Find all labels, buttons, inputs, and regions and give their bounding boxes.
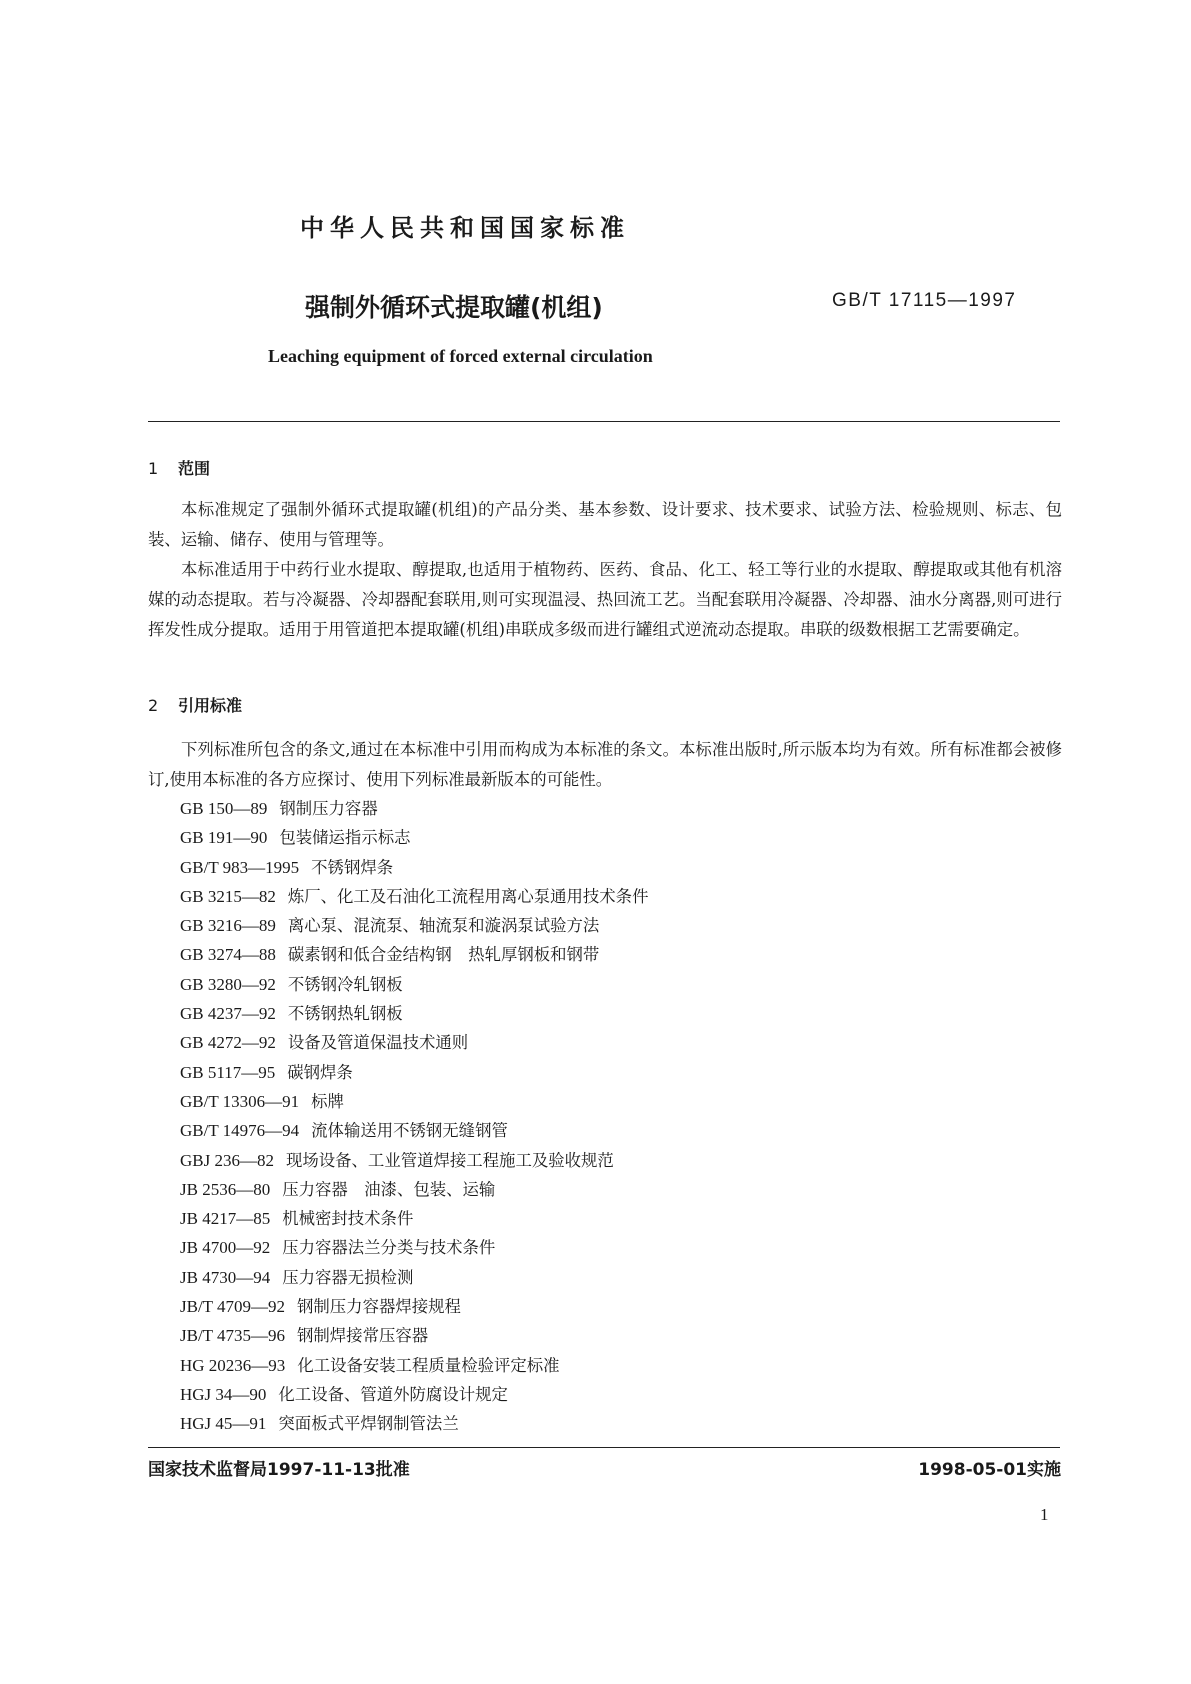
reference-code: GB 4272—92 — [180, 1033, 276, 1053]
reference-item — [180, 1175, 648, 1204]
reference-item — [180, 1116, 648, 1145]
reference-title: 标牌 — [311, 1091, 344, 1111]
reference-item — [180, 1409, 648, 1438]
reference-item — [180, 1351, 648, 1380]
standard-code: GB/T 17115—1997 — [832, 290, 1017, 311]
reference-code: GB/T 13306—91 — [180, 1091, 300, 1111]
scope-paragraph-1: 本标准规定了强制外循环式提取罐(机组)的产品分类、基本参数、设计要求、技术要求、试验方法、检验规则、标志、包装、运输、储存、使用与管理等。 — [148, 500, 1062, 549]
reference-code: HGJ 34—90 — [180, 1384, 267, 1404]
reference-item — [180, 1028, 648, 1057]
reference-item — [180, 1146, 648, 1175]
reference-title: 不锈钢焊条 — [311, 857, 394, 877]
reference-item — [180, 794, 648, 823]
reference-code: HGJ 45—91 — [180, 1414, 267, 1434]
reference-title: 流体输送用不锈钢无缝钢管 — [311, 1121, 508, 1141]
reference-item — [180, 1233, 648, 1262]
reference-title: 包装储运指示标志 — [279, 828, 411, 848]
reference-code: GB 5117—95 — [180, 1062, 276, 1082]
reference-title: 不锈钢热轧钢板 — [287, 1004, 403, 1024]
reference-title: 机械密封技术条件 — [282, 1209, 414, 1229]
reference-code: GB 3280—92 — [180, 974, 276, 994]
page-number: 1 — [1040, 1505, 1049, 1524]
reference-item — [180, 882, 648, 911]
reference-item — [180, 911, 648, 940]
references-intro: 下列标准所包含的条文,通过在本标准中引用而构成为本标准的条文。本标准出版时,所示版本均为有效。所有标准都会被修订,使用本标准的各方应探讨、使用下列标准最新版本的可能性。 — [148, 740, 1062, 789]
reference-title: 钢制压力容器焊接规程 — [297, 1297, 461, 1317]
section-title: 引用标准 — [178, 696, 243, 715]
national-standard-heading: 中华人民共和国国家标准 — [300, 214, 630, 242]
reference-item — [180, 1263, 648, 1292]
reference-code: JB 4700—92 — [180, 1238, 271, 1258]
implementation-date: 1998-05-01实施 — [918, 1460, 1061, 1480]
reference-code: JB/T 4735—96 — [180, 1326, 286, 1346]
section-1-heading — [148, 456, 210, 479]
reference-list — [180, 794, 648, 1439]
section-title: 范围 — [178, 459, 211, 478]
section-number: 2 — [148, 696, 159, 715]
reference-code: JB 2536—80 — [180, 1179, 271, 1199]
reference-title: 钢制焊接常压容器 — [297, 1326, 429, 1346]
reference-code: GB 3274—88 — [180, 945, 276, 965]
reference-code: GB/T 983—1995 — [180, 857, 300, 877]
english-title: Leaching equipment of forced external circulation — [268, 346, 653, 366]
footer-divider — [148, 1447, 1060, 1448]
reference-item — [180, 853, 648, 882]
approval-date: 国家技术监督局1997-11-13批准 — [148, 1460, 410, 1480]
reference-code: GB/T 14976—94 — [180, 1121, 300, 1141]
reference-title: 压力容器法兰分类与技术条件 — [282, 1238, 496, 1258]
reference-code: HG 20236—93 — [180, 1355, 286, 1375]
reference-code: GB 4237—92 — [180, 1004, 276, 1024]
reference-item — [180, 1204, 648, 1233]
reference-title: 压力容器 油漆、包装、运输 — [282, 1179, 496, 1199]
reference-item — [180, 1292, 648, 1321]
reference-title: 碳素钢和低合金结构钢 热轧厚钢板和钢带 — [287, 945, 600, 965]
reference-code: GB 150—89 — [180, 799, 268, 818]
reference-item — [180, 1321, 648, 1350]
reference-title: 碳钢焊条 — [287, 1062, 353, 1082]
scope-paragraph-2: 本标准适用于中药行业水提取、醇提取,也适用于植物药、医药、食品、化工、轻工等行业的水提取、醇提取或其他有机溶媒的动态提取。若与冷凝器、冷却器配套联用,则可实现温浸、热回流工艺。当配套联用冷凝器、冷却器、油水分离器,则可进行挥发性成分提取。适用于用管道把本提取罐(机组)串联成多级而进行罐组式逆流动态提取。串联的级数根据工艺需要确定。 — [148, 560, 1062, 639]
reference-code: JB/T 4709—92 — [180, 1297, 286, 1317]
reference-code: GB 3215—82 — [180, 886, 276, 906]
section-2-heading — [148, 693, 242, 716]
reference-item — [180, 1380, 648, 1409]
reference-title: 化工设备安装工程质量检验评定标准 — [297, 1355, 560, 1375]
reference-title: 设备及管道保温技术通则 — [287, 1033, 469, 1053]
header-divider — [148, 421, 1060, 422]
reference-code: JB 4730—94 — [180, 1267, 271, 1287]
reference-title: 现场设备、工业管道焊接工程施工及验收规范 — [285, 1150, 614, 1170]
reference-title: 压力容器无损检测 — [282, 1267, 414, 1287]
reference-item — [180, 1087, 648, 1116]
document-title: 强制外循环式提取罐(机组) — [305, 293, 603, 322]
section-number: 1 — [148, 459, 159, 478]
reference-item — [180, 970, 648, 999]
reference-item — [180, 1058, 648, 1087]
reference-item — [180, 999, 648, 1028]
reference-code: GBJ 236—82 — [180, 1150, 274, 1170]
reference-item — [180, 940, 648, 969]
reference-code: JB 4217—85 — [180, 1209, 271, 1229]
reference-title: 化工设备、管道外防腐设计规定 — [278, 1384, 508, 1404]
reference-title: 突面板式平焊钢制管法兰 — [278, 1414, 459, 1434]
reference-code: GB 3216—89 — [180, 916, 276, 936]
reference-title: 离心泵、混流泵、轴流泵和漩涡泵试验方法 — [287, 916, 600, 936]
reference-item — [180, 823, 648, 852]
reference-title: 不锈钢冷轧钢板 — [287, 974, 403, 994]
reference-code: GB 191—90 — [180, 828, 268, 848]
reference-title: 炼厂、化工及石油化工流程用离心泵通用技术条件 — [287, 886, 649, 906]
reference-title: 钢制压力容器 — [279, 799, 378, 818]
